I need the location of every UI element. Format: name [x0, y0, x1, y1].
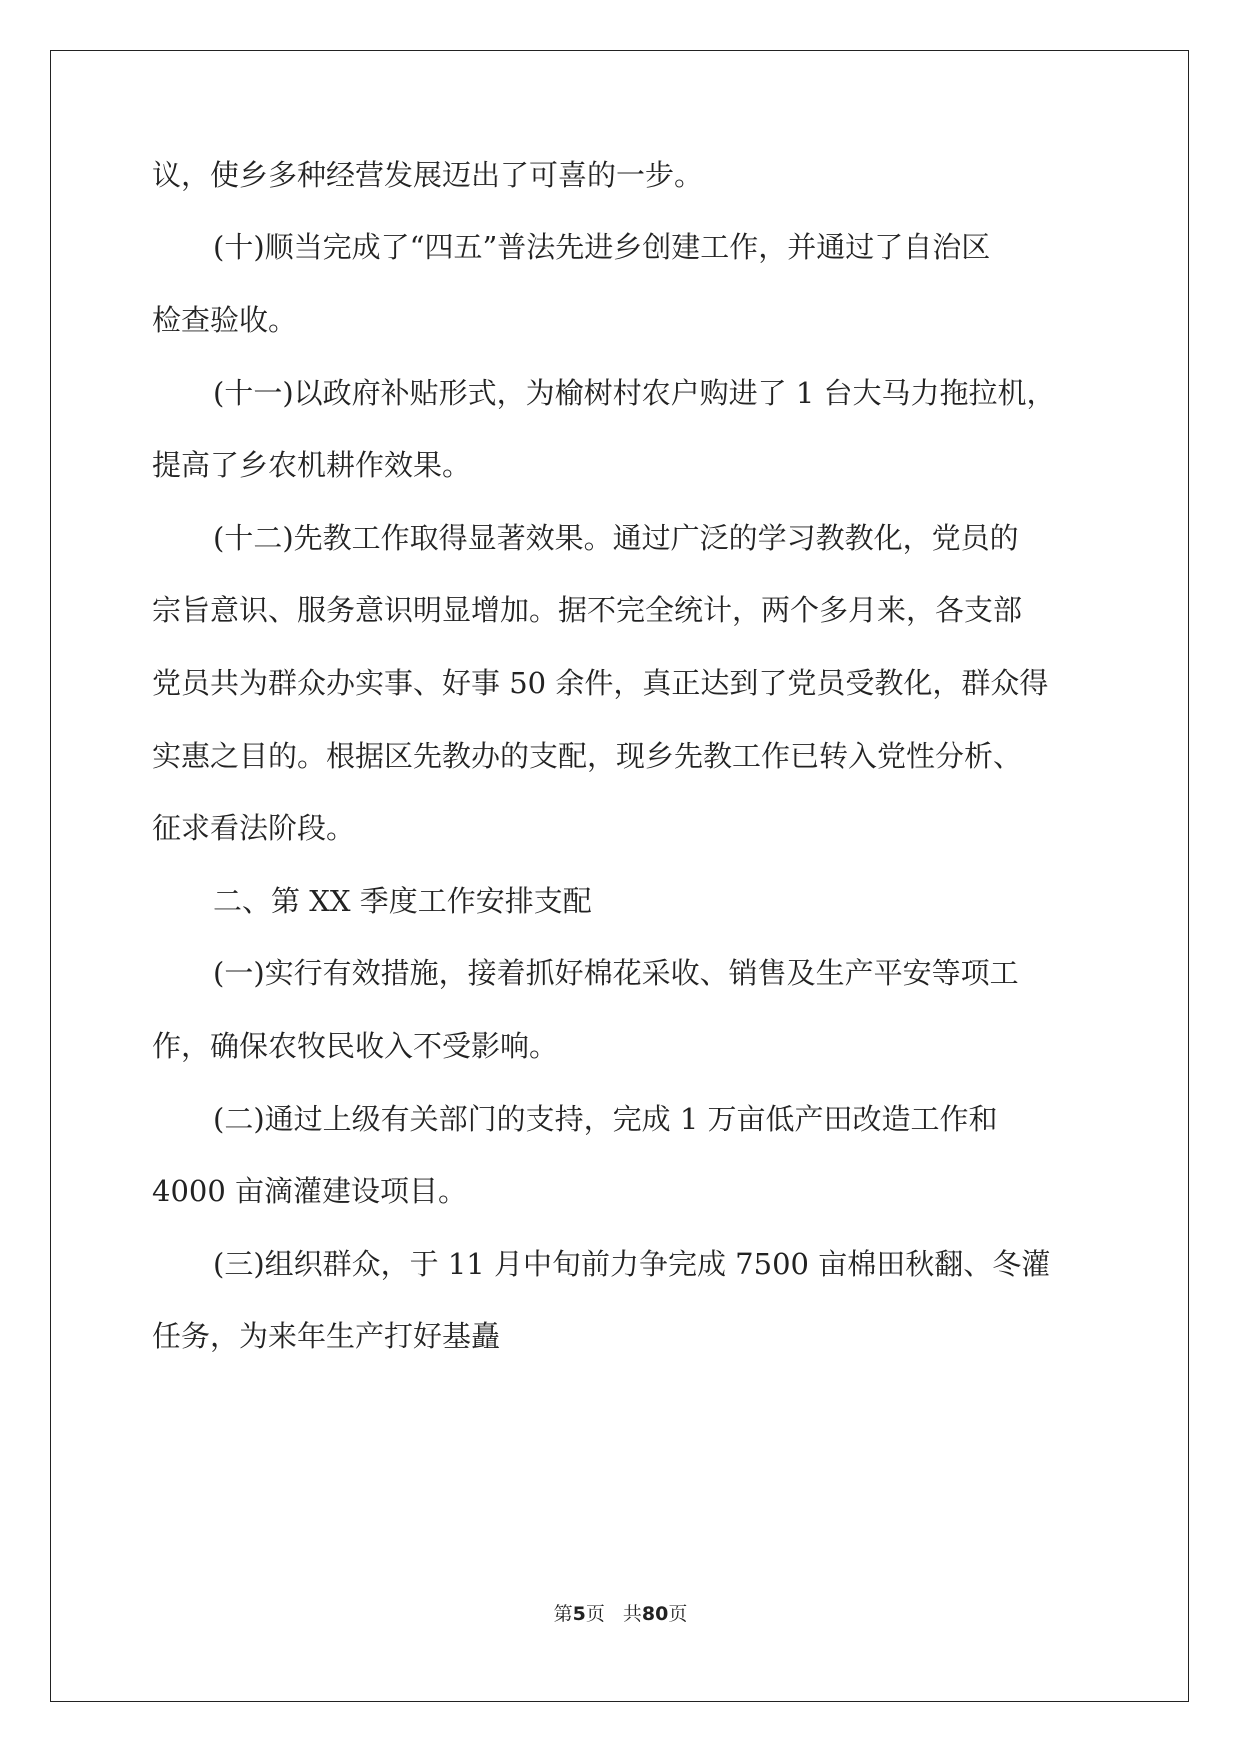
footer-total-pages: 80 — [641, 1603, 669, 1625]
text-line: 检查验收。 — [152, 303, 298, 337]
text-line: (十一)以政府补贴形式，为榆树村农户购进了 1 台大马力拖拉机， — [213, 376, 1056, 410]
footer-page-suffix: 页 — [585, 1603, 605, 1625]
text-line: (二)通过上级有关部门的支持，完成 1 万亩低产田改造工作和 — [213, 1102, 998, 1136]
section-heading: 二、第 XX 季度工作安排支配 — [213, 884, 592, 918]
footer-prefix: 第 — [553, 1603, 573, 1625]
text-line: (十)顺当完成了“四五”普法先进乡创建工作，并通过了自治区 — [213, 230, 991, 264]
footer-total-suffix: 页 — [668, 1603, 688, 1625]
text-line: 议，使乡多种经营发展迈出了可喜的一步。 — [152, 158, 704, 192]
text-line: 作，确保农牧民收入不受影响。 — [152, 1029, 559, 1063]
text-line: (三)组织群众，于 11 月中旬前力争完成 7500 亩棉田秋翻、冬灌 — [213, 1247, 1051, 1281]
footer-page-number: 5 — [572, 1603, 586, 1625]
text-line: 党员共为群众办实事、好事 50 余件，真正达到了党员受教化，群众得 — [152, 666, 1049, 700]
page-footer — [0, 1601, 1241, 1627]
text-line: (十二)先教工作取得显著效果。通过广泛的学习教教化，党员的 — [213, 521, 1019, 555]
text-line: 4000 亩滴灌建设项目。 — [152, 1174, 468, 1208]
page-border — [50, 50, 1189, 1702]
text-line: 提高了乡农机耕作效果。 — [152, 448, 472, 482]
text-line: (一)实行有效措施，接着抓好棉花采收、销售及生产平安等项工 — [213, 956, 1019, 990]
text-line: 宗旨意识、服务意识明显增加。据不完全统计，两个多月来，各支部 — [152, 593, 1023, 627]
text-line: 征求看法阶段。 — [152, 811, 356, 845]
text-line: 实惠之目的。根据区先教办的支配，现乡先教工作已转入党性分析、 — [152, 739, 1023, 773]
text-line: 任务，为来年生产打好基矗 — [152, 1319, 501, 1353]
footer-total-prefix: 共 — [622, 1603, 642, 1625]
